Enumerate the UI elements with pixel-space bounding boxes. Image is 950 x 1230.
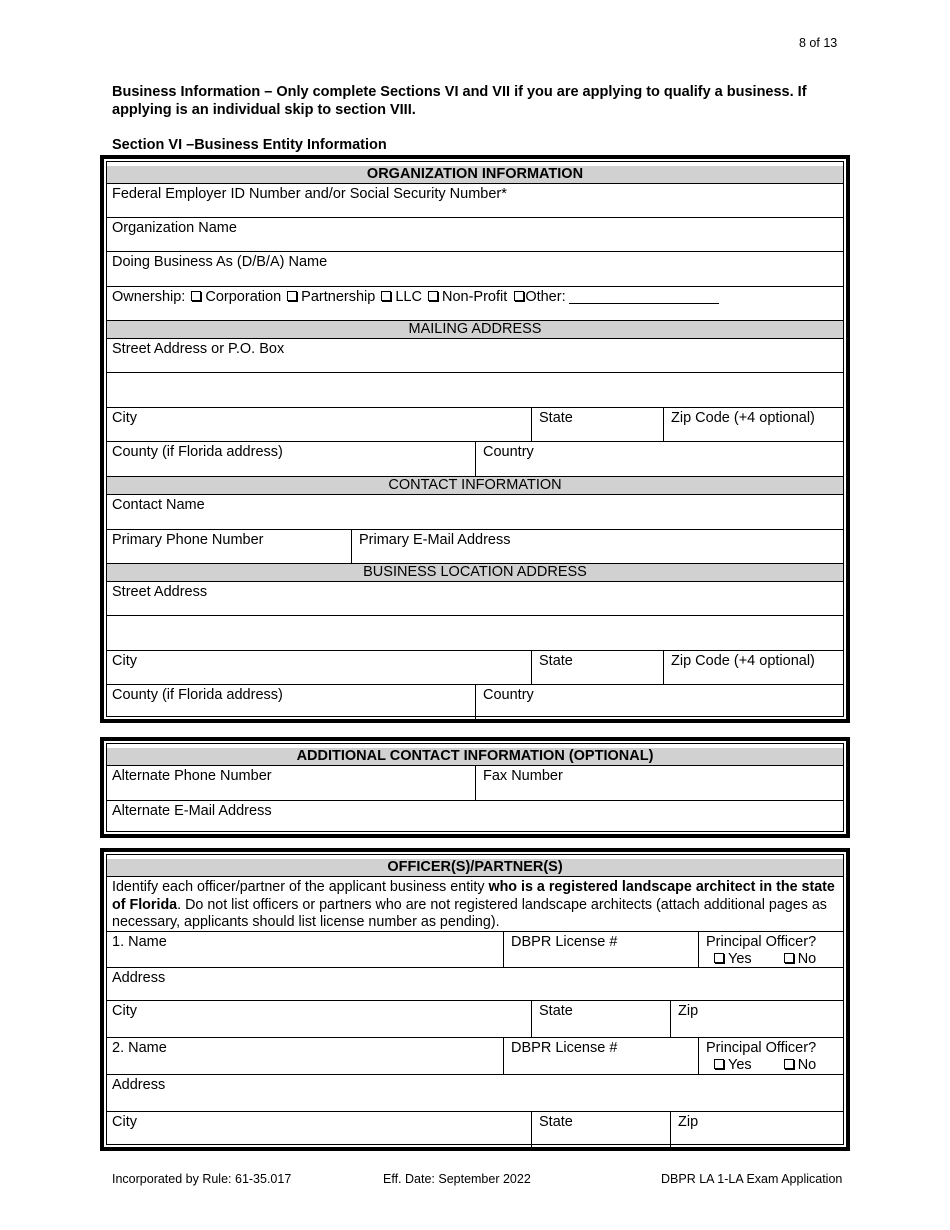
mailing-street-field[interactable] — [107, 339, 843, 373]
alt-phone-fax-row — [107, 766, 843, 801]
officer-2-license-field[interactable]: DBPR License # — [503, 1038, 698, 1074]
officer-1-name-row — [107, 932, 843, 968]
option-partnership: Partnership — [301, 289, 376, 305]
checkbox-other[interactable] — [514, 291, 524, 301]
mailing-street-label: Street Address or P.O. Box — [112, 341, 285, 357]
officers-instructions — [107, 877, 843, 932]
org-info-header: ORGANIZATION INFORMATION — [107, 166, 843, 184]
mailing-country-field[interactable]: Country — [475, 442, 843, 476]
location-city-field[interactable]: City — [112, 653, 137, 669]
page-number: 8 of 13 — [799, 36, 838, 50]
option-non-profit: Non-Profit — [442, 289, 508, 305]
officer-2-yes-checkbox[interactable] — [714, 1059, 724, 1069]
officer-1-principal-cell — [698, 932, 843, 967]
business-entity-frame — [100, 155, 850, 723]
officer-2-name-field[interactable]: 2. Name — [112, 1040, 167, 1056]
location-state-field[interactable]: State — [531, 651, 663, 684]
checkbox-corporation[interactable] — [191, 291, 201, 301]
location-street-label: Street Address — [112, 584, 208, 600]
mailing-city-row — [107, 408, 843, 442]
officer-1-address-field[interactable] — [107, 968, 843, 1001]
location-county-row — [107, 685, 843, 720]
officer-2-state-field[interactable]: State — [531, 1112, 670, 1148]
officer-1-license-field[interactable]: DBPR License # — [503, 932, 698, 967]
location-street-line2-field[interactable] — [107, 616, 843, 651]
additional-contact-header: ADDITIONAL CONTACT INFORMATION (OPTIONAL) — [107, 748, 843, 766]
footer-rule: Incorporated by Rule: 61-35.017 — [112, 1172, 292, 1186]
officer-1-principal-label: Principal Officer? — [706, 934, 817, 950]
officer-2-principal-label: Principal Officer? — [706, 1040, 817, 1056]
officer-2-city-row — [107, 1112, 843, 1148]
officer-1-yes-checkbox[interactable] — [714, 953, 724, 963]
mailing-state-field[interactable]: State — [531, 408, 663, 441]
officer-2-address-field[interactable] — [107, 1075, 843, 1112]
officer-2-city-field[interactable]: City — [112, 1114, 137, 1130]
location-city-row — [107, 651, 843, 685]
officer-1-city-field[interactable]: City — [112, 1003, 137, 1019]
location-county-field[interactable]: County (if Florida address) — [112, 687, 283, 703]
officer-2-principal-cell — [698, 1038, 843, 1074]
instructions-text-2: . Do not list officers or partners who are not registered landscape architects (attach additional pages as necessary, applicants should list license number as pending). — [112, 896, 827, 930]
org-name-label: Organization Name — [112, 220, 237, 236]
alt-email-label: Alternate E-Mail Address — [112, 803, 272, 819]
option-llc: LLC — [395, 289, 422, 305]
contact-info-header: CONTACT INFORMATION — [107, 477, 843, 495]
officer-1-address-label: Address — [112, 970, 166, 986]
footer-form-id: DBPR LA 1-LA Exam Application — [661, 1172, 843, 1186]
business-location-header: BUSINESS LOCATION ADDRESS — [107, 564, 843, 582]
section-title: Section VI –Business Entity Information — [112, 137, 387, 153]
mailing-county-field[interactable]: County (if Florida address) — [112, 444, 283, 460]
location-street-field[interactable] — [107, 582, 843, 616]
officer-2-no-label: No — [797, 1057, 817, 1073]
mailing-street-line2-field[interactable] — [107, 373, 843, 408]
primary-phone-field[interactable]: Primary Phone Number — [112, 532, 264, 548]
primary-email-field[interactable]: Primary E-Mail Address — [351, 530, 843, 563]
officer-1-name-field[interactable]: 1. Name — [112, 934, 167, 950]
officers-header: OFFICER(S)/PARTNER(S) — [107, 859, 843, 877]
org-name-field[interactable] — [107, 218, 843, 252]
option-corporation: Corporation — [205, 289, 282, 305]
location-zip-field[interactable]: Zip Code (+4 optional) — [663, 651, 843, 684]
mailing-city-field[interactable]: City — [112, 410, 137, 426]
instructions-bold: who is a registered landscape architect in the state of Florida — [112, 879, 835, 913]
fax-field[interactable]: Fax Number — [475, 766, 843, 800]
alt-email-field[interactable] — [107, 801, 843, 835]
mailing-address-header: MAILING ADDRESS — [107, 321, 843, 339]
officer-1-no-label: No — [797, 951, 817, 967]
officer-2-zip-field[interactable]: Zip — [670, 1112, 843, 1148]
contact-phone-email-row — [107, 530, 843, 564]
officer-1-city-row — [107, 1001, 843, 1038]
additional-contact-frame — [100, 737, 850, 838]
dba-label: Doing Business As (D/B/A) Name — [112, 254, 328, 270]
other-input-line[interactable] — [569, 289, 719, 304]
location-country-field[interactable]: Country — [475, 685, 843, 720]
officer-2-name-row — [107, 1038, 843, 1075]
officer-2-no-checkbox[interactable] — [784, 1059, 794, 1069]
officer-2-yes-label: Yes — [728, 1057, 752, 1073]
checkbox-partnership[interactable] — [287, 291, 297, 301]
officer-1-no-checkbox[interactable] — [784, 953, 794, 963]
checkbox-non-profit[interactable] — [428, 291, 438, 301]
officer-1-state-field[interactable]: State — [531, 1001, 670, 1037]
mailing-county-row — [107, 442, 843, 477]
checkbox-llc[interactable] — [381, 291, 391, 301]
ownership-row — [107, 287, 843, 321]
fein-label: Federal Employer ID Number and/or Social Security Number* — [112, 186, 507, 202]
option-other: Other: — [525, 289, 566, 305]
officer-1-yes-label: Yes — [728, 951, 752, 967]
footer-eff-date: Eff. Date: September 2022 — [383, 1172, 531, 1186]
fein-field[interactable] — [107, 184, 843, 218]
instructions-text-1: Identify each officer/partner of the applicant business entity — [112, 879, 489, 895]
alt-phone-field[interactable]: Alternate Phone Number — [112, 768, 272, 784]
officer-2-address-label: Address — [112, 1077, 166, 1093]
dba-field[interactable] — [107, 252, 843, 287]
intro-text: Business Information – Only complete Sections VI and VII if you are applying to qualify a business. If applying is an individual skip to section VIII. — [112, 84, 807, 118]
ownership-label: Ownership: — [112, 289, 186, 305]
mailing-zip-field[interactable]: Zip Code (+4 optional) — [663, 408, 843, 441]
contact-name-field[interactable] — [107, 495, 843, 530]
officer-1-zip-field[interactable]: Zip — [670, 1001, 843, 1037]
officers-frame — [100, 848, 850, 1151]
contact-name-label: Contact Name — [112, 497, 205, 513]
